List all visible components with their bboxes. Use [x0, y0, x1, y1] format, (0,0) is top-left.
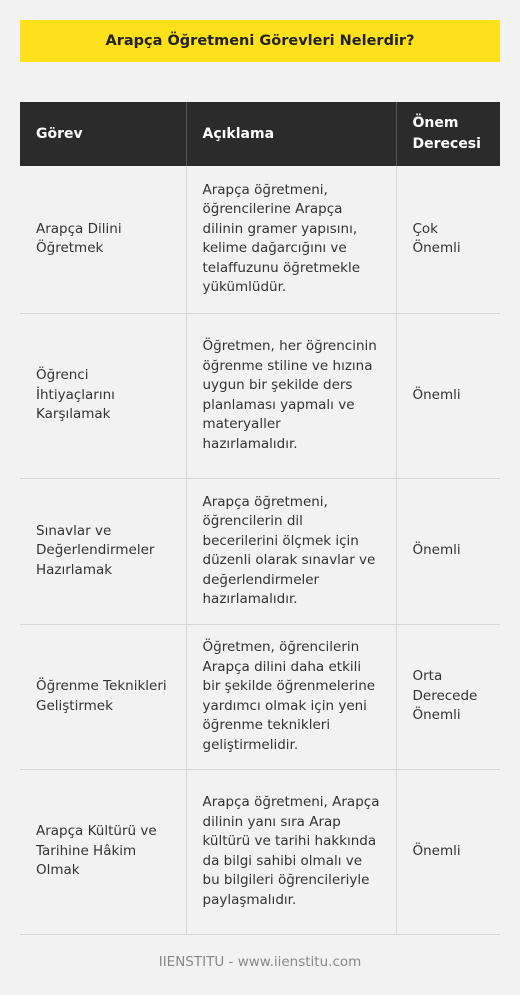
table-header-row [20, 102, 500, 166]
task-cell: Öğrenme Teknikleri Geliştirmek [20, 624, 186, 769]
header-importance: Önem Derecesi [396, 102, 500, 166]
table-row [20, 478, 500, 624]
importance-cell: Önemli [396, 769, 500, 934]
header-task: Görev [20, 102, 186, 166]
header-description: Açıklama [186, 102, 396, 166]
footer-credit: IIENSTITU - www.iienstitu.com [158, 954, 362, 970]
description-cell: Arapça öğretmeni, öğrencilerin dil becerilerini ölçmek için düzenli olarak sınavlar ve değerlendirmeler hazırlamalıdır. [186, 478, 396, 624]
page-title: Arapça Öğretmeni Görevleri Nelerdir? [20, 20, 500, 62]
importance-cell: Orta Derecede Önemli [396, 624, 500, 769]
task-cell: Öğrenci İhtiyaçlarını Karşılamak [20, 313, 186, 478]
table-row [20, 313, 500, 478]
description-cell: Öğretmen, her öğrencinin öğrenme stiline ve hızına uygun bir şekilde ders planlaması yapmalı ve materyaller hazırlamalıdır. [186, 313, 396, 478]
description-cell: Arapça öğretmeni, Arapça dilinin yanı sıra Arap kültürü ve tarihi hakkında da bilgi sahibi olmalı ve bu bilgileri öğrencileriyle paylaşmalıdır. [186, 769, 396, 934]
task-cell: Arapça Dilini Öğretmek [20, 166, 186, 313]
importance-cell: Önemli [396, 478, 500, 624]
description-cell: Öğretmen, öğrencilerin Arapça dilini daha etkili bir şekilde öğrenmelerine yardımcı olmak için yeni öğrenme teknikleri geliştirmelidir. [186, 624, 396, 769]
description-cell: Arapça öğretmeni, öğrencilerine Arapça dilinin gramer yapısını, kelime dağarcığını ve telaffuzunu öğretmekle yükümlüdür. [186, 166, 396, 313]
task-cell: Arapça Kültürü ve Tarihine Hâkim Olmak [20, 769, 186, 934]
importance-cell: Çok Önemli [396, 166, 500, 313]
table-row [20, 166, 500, 313]
tasks-table [20, 102, 500, 935]
table-row [20, 769, 500, 934]
task-cell: Sınavlar ve Değerlendirmeler Hazırlamak [20, 478, 186, 624]
importance-cell: Önemli [396, 313, 500, 478]
table-row [20, 624, 500, 769]
